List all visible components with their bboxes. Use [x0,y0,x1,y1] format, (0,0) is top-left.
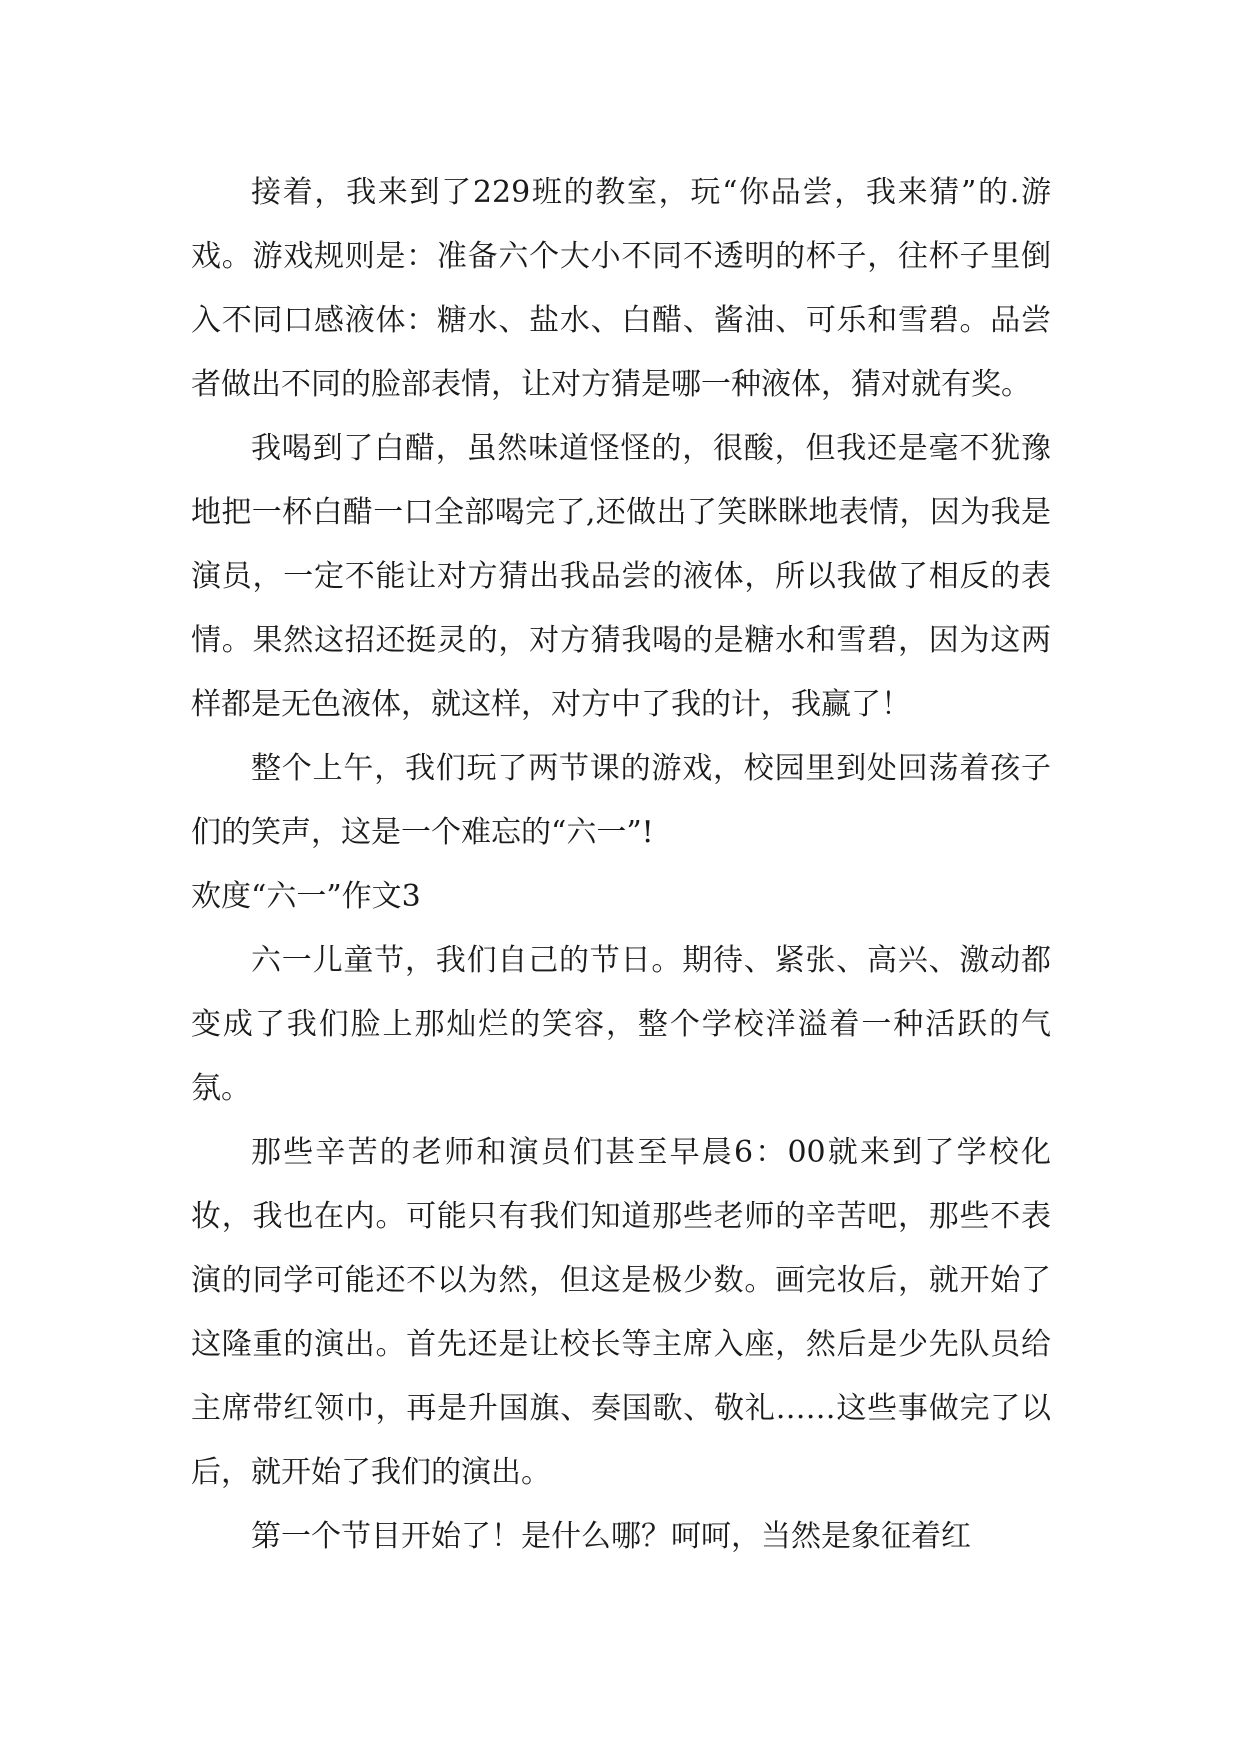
paragraph-2: 我喝到了白醋，虽然味道怪怪的，很酸，但我还是毫不犹豫地把一杯白醋一口全部喝完了,还做出了笑眯眯地表情，因为我是演员，一定不能让对方猜出我品尝的液体，所以我做了相反的表情。果然这招还挺灵的，对方猜我喝的是糖水和雪碧，因为这两样都是无色液体，就这样，对方中了我的计，我赢了！ [191,431,1051,722]
section-heading: 欢度“六一”作文3 [191,879,421,914]
document-body [191,161,1051,1569]
paragraph-4: 六一儿童节，我们自己的节日。期待、紧张、高兴、激动都变成了我们脸上那灿烂的笑容，整个学校洋溢着一种活跃的气氛。 [191,943,1051,1106]
paragraph-6: 第一个节目开始了！是什么哪？呵呵，当然是象征着红 [251,1519,971,1554]
paragraph-1: 接着，我来到了229班的教室，玩“你品尝，我来猜”的.游戏。游戏规则是：准备六个大小不同不透明的杯子，往杯子里倒入不同口感液体：糖水、盐水、白醋、酱油、可乐和雪碧。品尝者做出不同的脸部表情，让对方猜是哪一种液体，猜对就有奖。 [191,175,1051,402]
paragraph-3: 整个上午，我们玩了两节课的游戏，校园里到处回荡着孩子们的笑声，这是一个难忘的“六一”! [191,751,1051,850]
paragraph-5: 那些辛苦的老师和演员们甚至早晨6：00就来到了学校化妆，我也在内。可能只有我们知道那些老师的辛苦吧，那些不表演的同学可能还不以为然，但这是极少数。画完妆后，就开始了这隆重的演出。首先还是让校长等主席入座，然后是少先队员给主席带红领巾，再是升国旗、奏国歌、敬礼……这些事做完了以后，就开始了我们的演出。 [191,1135,1051,1490]
